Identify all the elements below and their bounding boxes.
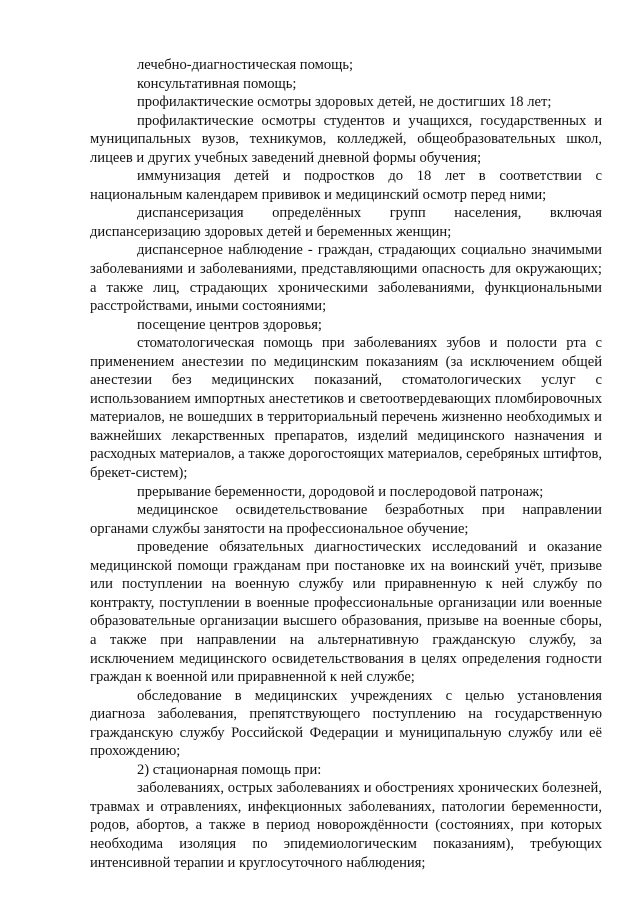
paragraph-diagnostic-help: лечебно-диагностическая помощь;	[137, 57, 354, 73]
document-page	[90, 56, 602, 872]
paragraph-unemployed-examination: медицинское освидетельствование безработных при направлении органами службы занятости на профессиональное обучение;	[90, 502, 602, 537]
paragraph-inpatient-conditions: заболеваниях, острых заболеваниях и обострениях хронических болезней, травмах и отравлениях, инфекционных заболеваниях, патологии беременности, родов, абортов, а также в период новорождённости (состояниях, при которых необходима изоляция по эпидемиологическим показаниям), требующих интенсивной терапии и круглосуточного наблюдения;	[90, 780, 602, 871]
paragraph-military-examination: проведение обязательных диагностических исследований и оказание медицинской помощи гражданам при постановке их на воинский учёт, призыве или поступлении на военную службу или приравненную к ней службу по контракту, поступлении в военные профессиональные организации или военные образовательные организации высшего образования, призыве на военные сборы, а также при направлении на альтернативную гражданскую службу, за исключением медицинского освидетельствования в целях определения годности граждан к военной или приравненной к ней службе;	[90, 539, 602, 686]
paragraph-inpatient-heading: 2) стационарная помощь при:	[137, 761, 322, 778]
paragraph-student-checkups: профилактические осмотры студентов и учащихся, государственных и муниципальных вузов, техникумов, колледжей, общеобразовательных школ, лицеев и других учебных заведений дневной формы обучения;	[90, 112, 602, 166]
paragraph-dispensarization: диспансеризация определённых групп населения, включая диспансеризацию здоровых детей и беременных женщин;	[90, 205, 602, 240]
paragraph-dispensary-observation: диспансерное наблюдение - граждан, страдающих социально значимыми заболеваниями и заболеваниями, представляющими опасность для окружающих; а также лиц, страдающих хроническими заболеваниями, функциональными расстройствами, иными состояниями;	[90, 242, 602, 315]
paragraph-children-checkups: профилактические осмотры здоровых детей, не достигших 18 лет;	[137, 94, 552, 111]
paragraph-consultative-help: консультативная помощь;	[137, 75, 297, 92]
paragraph-health-centers: посещение центров здоровья;	[137, 316, 322, 333]
paragraph-pregnancy: прерывание беременности, дородовой и послеродовой патронаж;	[137, 483, 544, 500]
paragraph-dental-help: стоматологическая помощь при заболеваниях зубов и полости рта с применением анестезии по медицинским показаниям (за исключением общей анестезии без медицинских показаний, стоматологических услуг с использованием импортных анестетиков и светоотвердевающих пломбировочных материалов, не вошедших в территориальный перечень жизненно необходимых и важнейших лекарственных препаратов, изделий медицинского назначения и расходных материалов, а также дорогостоящих материалов, серебряных штифтов, брекет-систем);	[90, 335, 602, 482]
paragraph-immunization: иммунизация детей и подростков до 18 лет в соответствии с национальным календарем прививок и медицинский осмотр перед ними;	[90, 168, 602, 203]
paragraph-civil-service-examination: обследование в медицинских учреждениях с целью установления диагноза заболевания, препятствующего поступлению на государственную гражданскую службу Российской Федерации и муниципальную службу или её прохождению;	[90, 687, 602, 760]
